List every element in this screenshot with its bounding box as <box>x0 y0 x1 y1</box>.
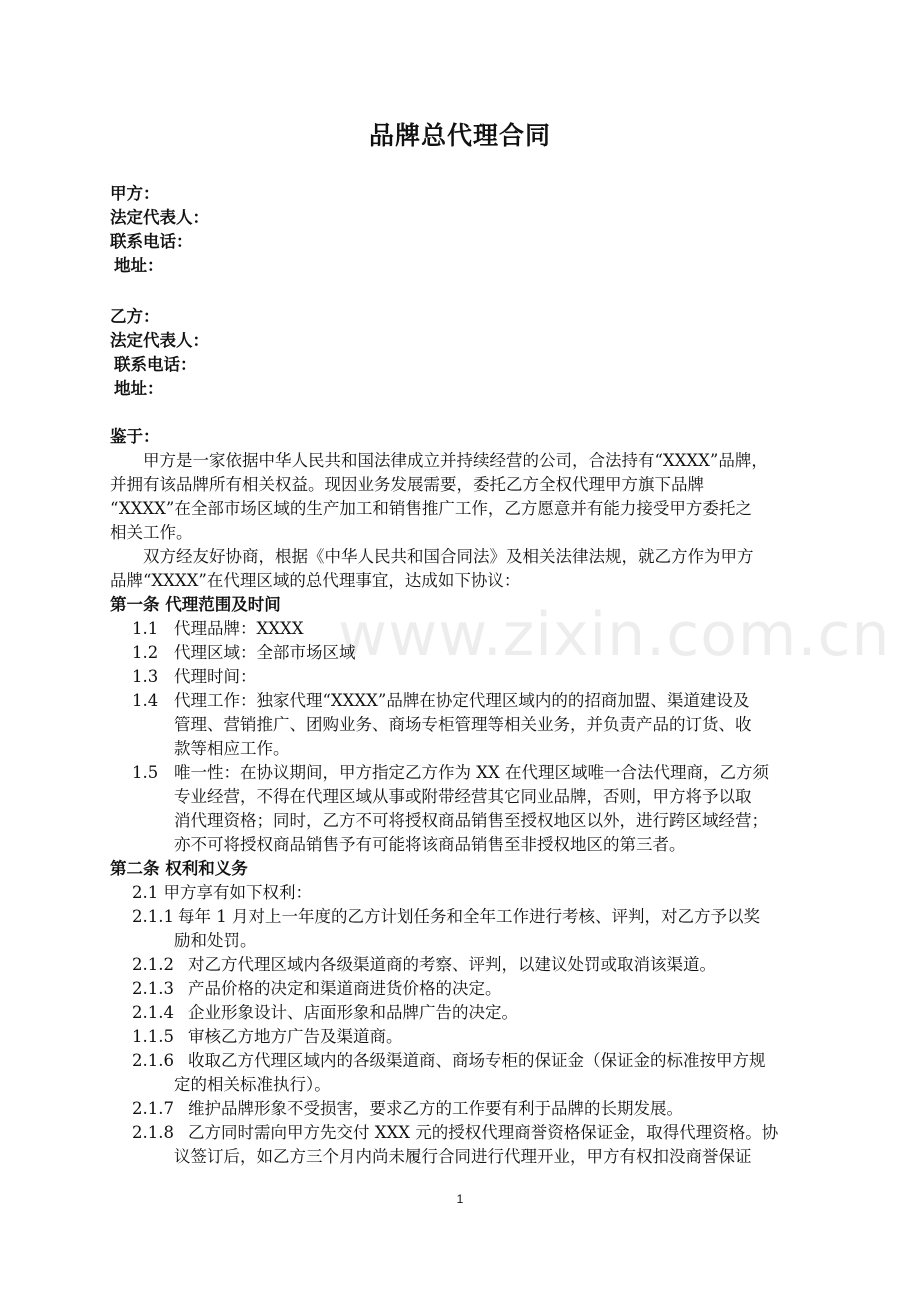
clause-1-1-5 <box>132 1025 403 1049</box>
clause-1-5 <box>132 761 769 785</box>
party-a-phone: 联系电话： <box>110 232 193 251</box>
clause-text: 管理、营销推广、团购业务、商场专柜管理等相关业务，并负责产品的订货、收 <box>174 715 752 734</box>
clause-number: 1.5 <box>132 763 159 782</box>
clause-number: 1.1 <box>132 619 159 638</box>
party-b-name: 乙方： <box>110 307 160 326</box>
clause-1-2 <box>132 641 356 665</box>
clause-text: 产品价格的决定和渠道商进货价格的决定。 <box>188 979 502 998</box>
article-1-heading: 第一条 代理范围及时间 <box>110 595 281 614</box>
clause-text: 代理时间： <box>174 667 257 686</box>
clause-2-1-8 <box>132 1121 778 1145</box>
clause-number: 1.1.5 <box>132 1027 174 1046</box>
party-a-rep: 法定代表人： <box>110 208 209 227</box>
clause-number: 2.1.4 <box>132 1003 174 1022</box>
clause-text: 代理工作：独家代理“XXXX”品牌在协定代理区域内的的招商加盟、渠道建设及 <box>174 691 750 710</box>
party-b-phone: 联系电话： <box>114 355 197 374</box>
clause-text: 代理品牌：XXXX <box>174 619 304 638</box>
party-b-address: 地址： <box>114 379 164 398</box>
clause-text: 定的相关标准执行）。 <box>174 1075 331 1094</box>
clause-text: 唯一性：在协议期间，甲方指定乙方作为 XX 在代理区域唯一合法代理商，乙方须 <box>174 763 769 782</box>
clause-2-1-6 <box>132 1049 766 1073</box>
article-2-heading: 第二条 权利和义务 <box>110 859 248 878</box>
clause-number: 2.1.6 <box>132 1051 174 1070</box>
clause-text: 消代理资格；同时，乙方不可将授权商品销售至授权地区以外，进行跨区域经营； <box>174 811 768 830</box>
clause-text: 励和处罚。 <box>174 931 257 950</box>
clause-2-1-2 <box>132 953 716 977</box>
clause-1-1 <box>132 617 304 641</box>
clause-text: 审核乙方地方广告及渠道商。 <box>188 1027 403 1046</box>
clause-number: 1.2 <box>132 643 159 662</box>
party-b-rep: 法定代表人： <box>110 331 209 350</box>
clause-1-3 <box>132 665 257 689</box>
page-number: 1 <box>456 1192 464 1206</box>
clause-text: 维护品牌形象不受损害，要求乙方的工作要有利于品牌的长期发展。 <box>188 1099 683 1118</box>
clause-2-1-4 <box>132 1001 518 1025</box>
whereas-p1-line: 并拥有该品牌所有相关权益。现因业务发展需要，委托乙方全权代理甲方旗下品牌 <box>110 475 704 494</box>
party-a-address: 地址： <box>114 256 164 275</box>
clause-2-1-3 <box>132 977 502 1001</box>
article-2-subheading: 2.1 甲方享有如下权利： <box>132 883 312 902</box>
clause-text: 议签订后，如乙方三个月内尚未履行合同进行代理开业，甲方有权扣没商誉保证 <box>174 1147 752 1166</box>
clause-text: 亦不可将授权商品销售予有可能将该商品销售至非授权地区的第三者。 <box>174 835 686 854</box>
party-a-name: 甲方： <box>110 184 160 203</box>
clause-text: 专业经营，不得在代理区域从事或附带经营其它同业品牌，否则，甲方将予以取 <box>174 787 752 806</box>
clause-text: 乙方同时需向甲方先交付 XXX 元的授权代理商誉资格保证金，取得代理资格。协 <box>188 1123 779 1142</box>
clause-number: 2.1.7 <box>132 1099 174 1118</box>
clause-number: 2.1.2 <box>132 955 174 974</box>
clause-text: 每年 1 月对上一年度的乙方计划任务和全年工作进行考核、评判，对乙方予以奖 <box>178 907 760 926</box>
clause-number: 2.1.1 <box>132 907 174 926</box>
clause-2-1-7 <box>132 1097 683 1121</box>
clause-number: 1.3 <box>132 667 159 686</box>
document-title: 品牌总代理合同 <box>368 121 551 150</box>
clause-text: 代理区域：全部市场区域 <box>174 643 356 662</box>
clause-text: 对乙方代理区域内各级渠道商的考察、评判，以建议处罚或取消该渠道。 <box>188 955 716 974</box>
whereas-p1-line: 甲方是一家依据中华人民共和国法律成立并持续经营的公司，合法持有“XXXX”品牌， <box>143 451 768 470</box>
whereas-heading: 鉴于： <box>110 427 160 446</box>
clause-text: 收取乙方代理区域内的各级渠道商、商场专柜的保证金（保证金的标准按甲方规 <box>188 1051 766 1070</box>
clause-2-1-1 <box>132 905 760 929</box>
whereas-p2-line: 品牌“XXXX”在代理区域的总代理事宜，达成如下协议： <box>110 571 521 590</box>
clause-text: 款等相应工作。 <box>174 739 290 758</box>
clause-number: 2.1.8 <box>132 1123 174 1142</box>
watermark: www.zixin.com.cn <box>338 600 891 670</box>
clause-text: 企业形象设计、店面形象和品牌广告的决定。 <box>188 1003 518 1022</box>
clause-number: 1.4 <box>132 691 159 710</box>
clause-1-4 <box>132 689 749 713</box>
whereas-p1-line: “XXXX”在全部市场区域的生产加工和销售推广工作，乙方愿意并有能力接受甲方委托之 <box>110 499 752 518</box>
whereas-p2-line: 双方经友好协商，根据《中华人民共和国合同法》及相关法律法规，就乙方作为甲方 <box>143 547 754 566</box>
whereas-p1-line: 相关工作。 <box>110 523 193 542</box>
clause-number: 2.1.3 <box>132 979 174 998</box>
